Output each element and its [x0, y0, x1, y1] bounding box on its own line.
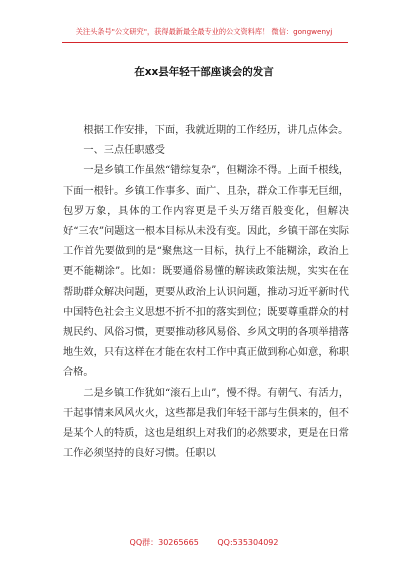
document-body	[63, 121, 349, 464]
paragraph-point-two: 二是乡镇工作犹如“滚石上山”，慢不得。有朝气、有活力，干起事情来风风火火，这些都是我们年轻干部与生俱来的，但不是某个人的特质，这也是组织上对我们的必然要求，更是在日常工作必须坚持的良好习惯。任职以	[63, 387, 349, 460]
footer-contact	[0, 537, 408, 548]
paragraph-point-one: 一是乡镇工作虽然“错综复杂”，但糊涂不得。上面千根线，下面一根针。乡镇工作事多、面广、且杂，群众工作事无巨细，包罗万象，具体的工作内容更是千头万绪百般变化，但解决好“三农”问题这一根本目标从未没有变。因此，乡镇干部在实际工作首先要做到的是“聚焦这一目标，执行上不能糊涂，政治上更不能糊涂”。比如：既要通俗易懂的解读政策法规，实实在在帮助群众解决问题，更要从政治上认识问题，推动习近平新时代中国特色社会主义思想不折不扣的落实到位；既要尊重群众的村规民约、风俗习惯，更要推动移风易俗、乡风文明的各项举措落地生效，只有这样在才能在农村工作中真正做到称心如意，称职合格。	[63, 165, 349, 379]
paragraph-intro: 根据工作安排，下面，我就近期的工作经历，讲几点体会。	[83, 125, 349, 136]
document-title: 在xx县年轻干部座谈会的发言	[134, 66, 274, 78]
header-note: 关注头条号"公文研究"，获得最新最全最专业的公文资料库！ 微信：gongwenyj	[75, 27, 333, 36]
header-divider	[62, 42, 348, 43]
footer-qq: QQ:535304092	[217, 538, 279, 547]
footer-qq-group: QQ群：30265665	[129, 538, 199, 547]
section-heading: 一、三点任职感受	[83, 145, 165, 157]
